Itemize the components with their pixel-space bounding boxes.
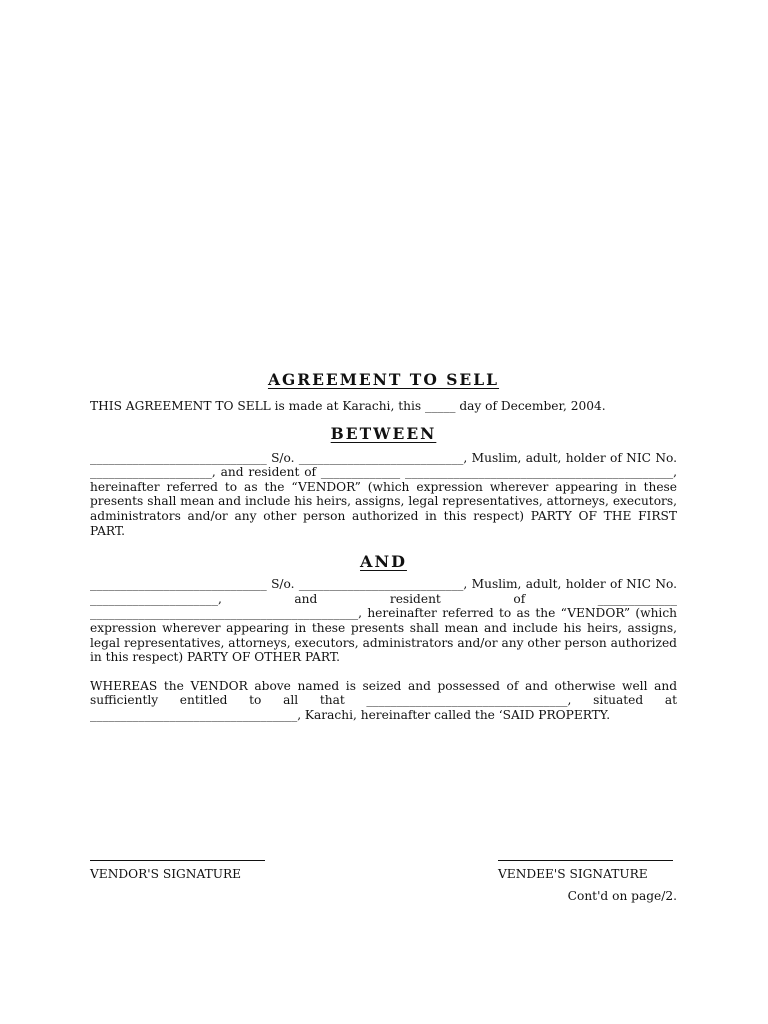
- vendee-signature-label: VENDEE'S SIGNATURE: [498, 867, 648, 881]
- vendee-signature-block: [498, 860, 673, 882]
- vendor-signature-line: [90, 860, 265, 861]
- second-party-paragraph: _____________________________ S/o. ___________________________, Muslim, adult, holder of NIC No. _____________________, and resident of _____________ ____________________________________________, hereinafter referred to as the “VENDOR” (which expression wherever appearing in these presents shall mean and include his heirs, assigns, legal representatives, attorneys, executors, administrators and/or any other person authorized in this respect) PARTY OF OTHER PART.: [90, 577, 677, 665]
- and-heading: AND: [360, 552, 407, 572]
- continued-note: Cont'd on page/2.: [567, 889, 677, 903]
- vendor-signature-label: VENDOR'S SIGNATURE: [90, 867, 242, 881]
- whereas-paragraph: WHEREAS the VENDOR above named is seized and possessed of and otherwise well and sufficiently entitled to all that _________________________________, situated at __________________________________, Karachi, hereinafter called the ‘SAID PROPERTY.: [90, 678, 677, 722]
- document-title: AGREEMENT TO SELL: [267, 370, 500, 389]
- vendor-signature-block: [90, 860, 265, 882]
- intro-paragraph: THIS AGREEMENT TO SELL is made at Karachi, this _____ day of December, 2004.: [90, 399, 606, 413]
- document-body: [90, 370, 677, 723]
- first-party-paragraph: _____________________________ S/o. ___________________________, Muslim, adult, holder of NIC No. ____________________, and resident of _____________ ____________________________________________, hereinafter referred to as the “VENDOR” (which expression wherever appearing in these presents shall mean and include his heirs, assigns, legal representatives, attorneys, executors, administrators and/or any other person authorized in this respect) PARTY OF THE FIRST PART.: [90, 450, 677, 538]
- vendee-signature-line: [498, 860, 673, 861]
- between-heading: BETWEEN: [330, 423, 437, 443]
